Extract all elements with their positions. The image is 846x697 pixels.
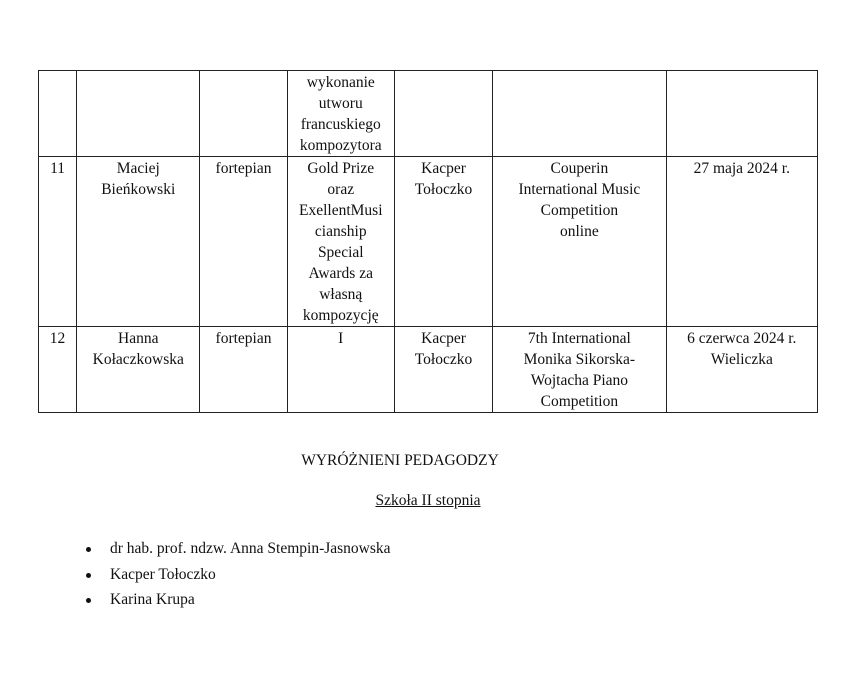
cell-competition: Couperin International Music Competition online bbox=[493, 157, 666, 327]
teacher-name: Karina Krupa bbox=[110, 591, 195, 608]
cell-teacher: Kacper Tołoczko bbox=[394, 157, 492, 327]
list-item bbox=[86, 540, 391, 566]
teacher-name: dr hab. prof. ndzw. Anna Stempin-Jasnowska bbox=[110, 540, 391, 557]
list-item bbox=[86, 591, 391, 617]
teachers-list bbox=[86, 540, 391, 617]
results-table bbox=[38, 70, 818, 413]
table-row bbox=[39, 71, 818, 157]
cell-competition: 7th International Monika Sikorska- Wojtacha Piano Competition bbox=[493, 327, 666, 413]
cell-date bbox=[666, 71, 817, 157]
list-item bbox=[86, 566, 391, 592]
cell-date: 27 maja 2024 r. bbox=[666, 157, 817, 327]
cell-award: wykonanie utworu francuskiego kompozytora bbox=[287, 71, 394, 157]
cell-teacher bbox=[394, 71, 492, 157]
bullet-icon bbox=[86, 547, 91, 552]
cell-instrument: fortepian bbox=[200, 157, 287, 327]
cell-nr: 12 bbox=[39, 327, 77, 413]
bullet-icon bbox=[86, 573, 91, 578]
cell-name bbox=[77, 71, 200, 157]
table-row bbox=[39, 327, 818, 413]
cell-date: 6 czerwca 2024 r. Wieliczka bbox=[666, 327, 817, 413]
cell-competition bbox=[493, 71, 666, 157]
cell-nr: 11 bbox=[39, 157, 77, 327]
cell-teacher: Kacper Tołoczko bbox=[394, 327, 492, 413]
table-row bbox=[39, 157, 818, 327]
cell-award: Gold Prize oraz ExellentMusi cianship Special Awards za własną kompozycję bbox=[287, 157, 394, 327]
cell-name: Hanna Kołaczkowska bbox=[77, 327, 200, 413]
cell-instrument bbox=[200, 71, 287, 157]
cell-nr bbox=[39, 71, 77, 157]
cell-award: I bbox=[287, 327, 394, 413]
cell-instrument: fortepian bbox=[200, 327, 287, 413]
teacher-name: Kacper Tołoczko bbox=[110, 565, 216, 583]
section-subheading: Szkoła II stopnia bbox=[375, 492, 481, 509]
bullet-icon bbox=[86, 598, 91, 603]
section-heading: WYRÓŻNIENI PEDAGODZY bbox=[301, 452, 499, 469]
cell-name: Maciej Bieńkowski bbox=[77, 157, 200, 327]
